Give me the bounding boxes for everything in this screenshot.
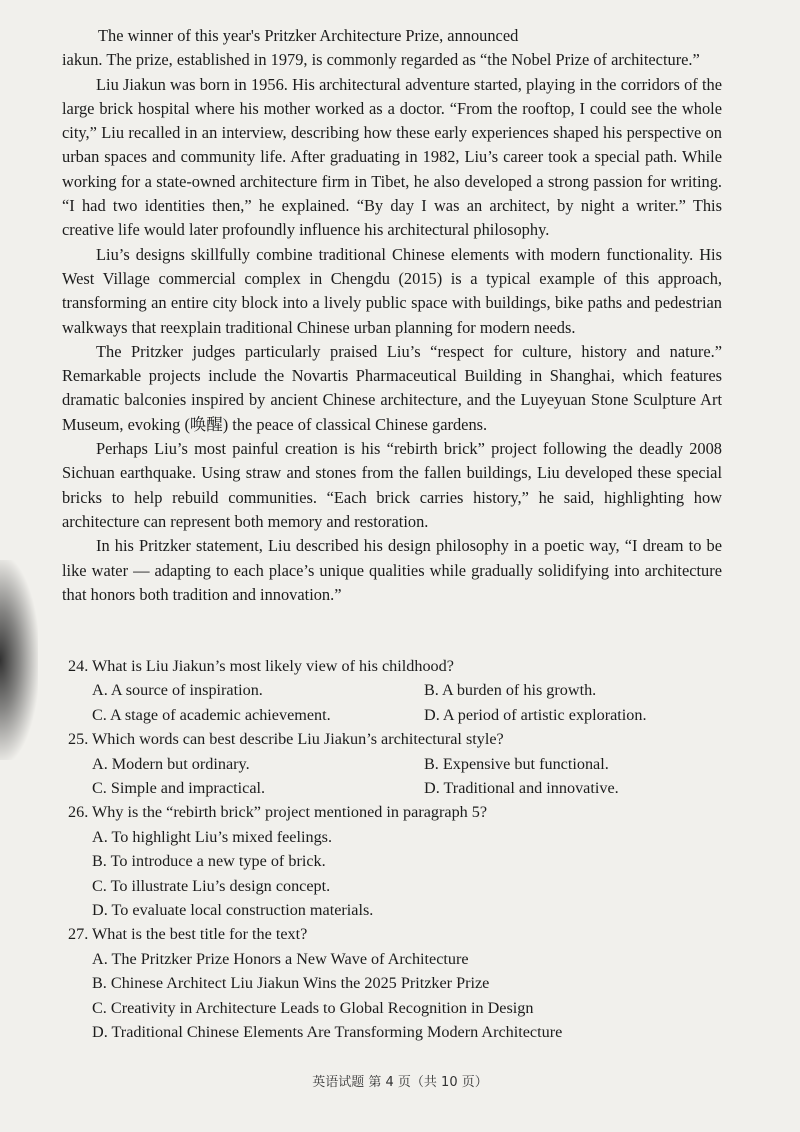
question-24 bbox=[68, 654, 718, 727]
option-a[interactable]: A. To highlight Liu’s mixed feelings. bbox=[92, 827, 333, 846]
option-group bbox=[68, 678, 718, 727]
option-a[interactable]: A. A source of inspiration. bbox=[92, 681, 263, 700]
option-c[interactable]: C. To illustrate Liu’s design concept. bbox=[92, 876, 331, 895]
option-b[interactable]: B. Chinese Architect Liu Jiakun Wins the 2025 Pritzker Prize bbox=[92, 974, 490, 993]
option-group bbox=[68, 825, 718, 923]
passage-paragraph-4: The Pritzker judges particularly praised Liu’s “respect for culture, history and nature.” Remarkable projects include the Novartis Pharmaceutical Building in Shanghai, which features dramatic balconies inspired by ancient Chinese architecture, and the Luyeyuan Stone Sculpture Art Museum, evoking (唤醒) the peace of classical Chinese gardens. bbox=[62, 341, 722, 434]
passage-top-line: The winner of this year's Pritzker Architecture Prize, announced bbox=[98, 26, 519, 45]
passage-paragraph-1: iakun. The prize, established in 1979, is commonly regarded as “the Nobel Prize of architecture.” bbox=[62, 50, 700, 70]
passage-paragraph-2: Liu Jiakun was born in 1956. His architectural adventure started, playing in the corridors of the large brick hospital where his mother worked as a doctor. “From the rooftop, I could see the whole city,” Liu recalled in an interview, describing how these early experiences shaped his perspective on urban spaces and community life. After graduating in 1982, Liu’s career took a special path. While working for a state-owned architecture firm in Tibet, he also developed a strong passion for writing. “I had two identities then,” he explained. “By day I was an architect, by night a writer.” This creative life would later profoundly influence his architectural philosophy. bbox=[62, 74, 722, 240]
option-b[interactable]: B. A burden of his growth. bbox=[424, 681, 597, 700]
option-b[interactable]: B. Expensive but functional. bbox=[424, 754, 609, 773]
option-c[interactable]: C. Simple and impractical. bbox=[92, 779, 266, 798]
question-stem: 25. Which words can best describe Liu Jiakun’s architectural style? bbox=[68, 730, 504, 749]
option-d[interactable]: D. To evaluate local construction materials. bbox=[92, 901, 374, 920]
page-footer: 英语试题 第 4 页（共 10 页） bbox=[312, 1075, 488, 1090]
option-a[interactable]: A. The Pritzker Prize Honors a New Wave of Architecture bbox=[92, 949, 469, 968]
option-a[interactable]: A. Modern but ordinary. bbox=[92, 754, 250, 773]
option-d[interactable]: D. A period of artistic exploration. bbox=[424, 705, 647, 724]
question-27 bbox=[68, 922, 718, 1044]
option-d[interactable]: D. Traditional Chinese Elements Are Transforming Modern Architecture bbox=[92, 1023, 563, 1042]
question-25 bbox=[68, 727, 718, 800]
option-d[interactable]: D. Traditional and innovative. bbox=[424, 779, 619, 798]
option-group bbox=[68, 947, 718, 1045]
passage-paragraph-5: Perhaps Liu’s most painful creation is his “rebirth brick” project following the deadly 2008 Sichuan earthquake. Using straw and stones from the fallen buildings, Liu developed these special bricks to help rebuild communities. “Each brick carries history,” he said, highlighting how architecture can represent both memory and restoration. bbox=[62, 439, 722, 531]
question-stem: 24. What is Liu Jiakun’s most likely view of his childhood? bbox=[68, 657, 454, 675]
reading-passage bbox=[62, 24, 722, 607]
question-stem: 27. What is the best title for the text? bbox=[68, 925, 308, 944]
passage-paragraph-3: Liu’s designs skillfully combine traditional Chinese elements with modern functionality. His West Village commercial complex in Chengdu (2015) is a typical example of this approach, transforming an entire city block into a lively public space with buildings, bike paths and pedestrian walkways that reexplain traditional Chinese urban planning for modern needs. bbox=[62, 244, 722, 337]
option-b[interactable]: B. To introduce a new type of brick. bbox=[92, 852, 326, 871]
option-group bbox=[68, 752, 718, 801]
option-c[interactable]: C. A stage of academic achievement. bbox=[92, 705, 331, 724]
question-26 bbox=[68, 800, 718, 922]
option-c[interactable]: C. Creativity in Architecture Leads to Global Recognition in Design bbox=[92, 998, 534, 1017]
passage-paragraph-6: In his Pritzker statement, Liu described his design philosophy in a poetic way, “I dream to be like water — adapting to each place’s unique qualities while gradually solidifying into architecture that honors both tradition and innovation.” bbox=[62, 536, 722, 604]
question-stem: 26. Why is the “rebirth brick” project mentioned in paragraph 5? bbox=[68, 803, 488, 822]
question-list bbox=[68, 654, 718, 1045]
page-edge-shadow bbox=[0, 560, 38, 760]
